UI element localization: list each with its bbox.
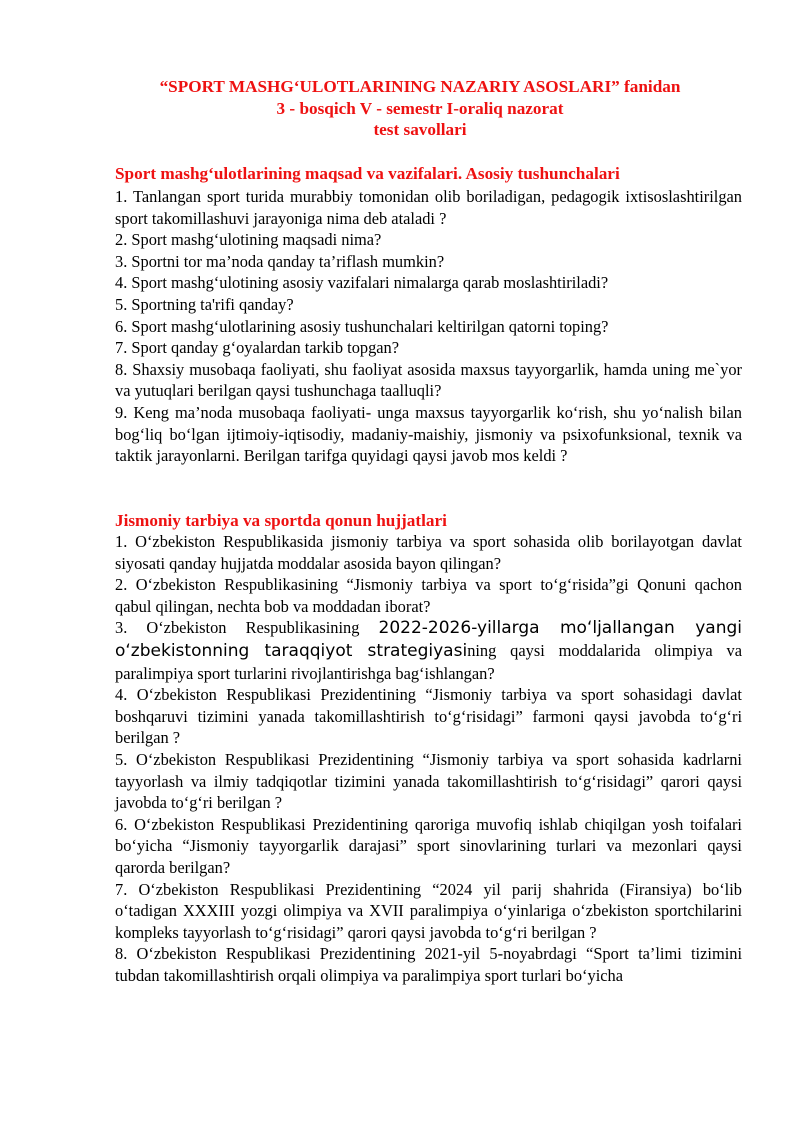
question-item: 6. O‘zbekiston Respublikasi Prezidentining qaroriga muvofiq ishlab chiqilgan yosh toifalari bo‘yicha “Jismoniy tayyorgarlik darajasi” sport sinovlarining turlari va mezonlari qaysi qarorda berilgan?: [115, 814, 742, 877]
question-item: 6. Sport mashg‘ulotlarining asosiy tushunchalari keltirilgan qatorni toping?: [115, 316, 609, 336]
document-subtitle: 3 - bosqich V - semestr I-oraliq nazorat: [276, 98, 564, 118]
strategy-name: 2022-2026-yillarga mo‘ljallangan yangi o‘zbekistonning taraqqiyot strategiyasi: [115, 618, 742, 661]
question-3-end: ning qaysi moddalarida olimpiya va paralimpiya sport turlarini rivojlantirishga bag‘ishlangan?: [115, 640, 742, 683]
section-title-legislation: Jismoniy tarbiya va sportda qonun hujjatlari: [115, 511, 447, 530]
question-item: 4. O‘zbekiston Respublikasi Prezidentining “Jismoniy tarbiya va sport sohasidagi davlat boshqaruvi tizimini yanada takomillashtirish to‘g‘risidagi” farmoni qaysi javobda to‘g‘ri berilgan ?: [115, 685, 742, 748]
question-3-start: 3. O‘zbekiston Respublikasining: [115, 618, 379, 638]
document-header: [100, 76, 740, 141]
document-subtitle-2: test savollari: [373, 120, 467, 139]
question-item: 4. Sport mashg‘ulotining asosiy vazifalari nimalarga qarab moslashtiriladi?: [115, 273, 609, 293]
question-item: 3. Sportni tor ma’noda qanday ta’riflash mumkin?: [115, 251, 445, 271]
question-item: 2. Sport mashg‘ulotining maqsadi nima?: [115, 230, 382, 250]
section-goals-questions: [115, 186, 742, 467]
question-item: 8. Shaxsiy musobaqa faoliyati, shu faoliyat asosida maxsus tayyorgarlik, hamda uning me`yor va yutuqlari berilgan qaysi tushunchaga taalluqli?: [115, 359, 742, 401]
question-item: 7. O‘zbekiston Respublikasi Prezidentining “2024 yil parij shahrida (Firansiya) bo‘lib o‘tadigan XXXIII yozgi olimpiya va XVII paralimpiya o‘yinlariga o‘zbekiston sportchilarini kompleks tayyorlash to‘g‘risidagi” qarori qaysi javobda to‘g‘ri berilgan ?: [115, 879, 742, 942]
question-item: 9. Keng ma’noda musobaqa faoliyati- unga maxsus tayyorgarlik ko‘rish, shu yo‘nalish bilan bog‘liq bo‘lgan ijtimoiy-iqtisodiy, madaniy-maishiy, jismoniy va psixofunksional, texnik va taktik jarayonlarni. Berilgan tarifga quyidagi qaysi javob mos keldi ?: [115, 402, 742, 466]
question-item: 5. Sportning ta'rifi qanday?: [115, 294, 294, 314]
question-item: 8. O‘zbekiston Respublikasi Prezidentining 2021-yil 5-noyabrdagi “Sport ta’limi tizimini tubdan takomillashtirish orqali olimpiya va paralimpiya sport turlari bo‘yicha: [115, 944, 742, 985]
document-title: “SPORT MASHG‘ULOTLARINING NAZARIY ASOSLARI” fanidan: [159, 77, 681, 96]
section-title-goals: Sport mashg‘ulotlarining maqsad va vazifalari. Asosiy tushunchalari: [115, 164, 620, 183]
question-item-3: [115, 617, 742, 684]
question-item: 1. O‘zbekiston Respublikasida jismoniy tarbiya va sport sohasida olib borilayotgan davlat siyosati qanday hujjatda moddalar asosida bayon qilingan?: [115, 532, 742, 573]
question-item: 2. O‘zbekiston Respublikasining “Jismoniy tarbiya va sport to‘g‘risida”gi Qonuni qachon qabul qilingan, nechta bob va moddadan iborat?: [115, 575, 742, 616]
section-legislation-questions: [115, 531, 742, 986]
question-item: 7. Sport qanday g‘oyalardan tarkib topgan?: [115, 338, 400, 358]
question-item: 5. O‘zbekiston Respublikasi Prezidentining “Jismoniy tarbiya va sport sohasida kadrlarni tayyorlash va ilmiy tadqiqotlar tizimini yanada takomillashtirish to‘g‘risidagi” qarori qaysi javobda to‘g‘ri berilgan ?: [115, 749, 742, 813]
question-item: 1. Tanlangan sport turida murabbiy tomonidan olib boriladigan, pedagogik ixtisoslashtirilgan sport takomillashuvi jarayoniga nima deb ataladi ?: [115, 187, 742, 228]
